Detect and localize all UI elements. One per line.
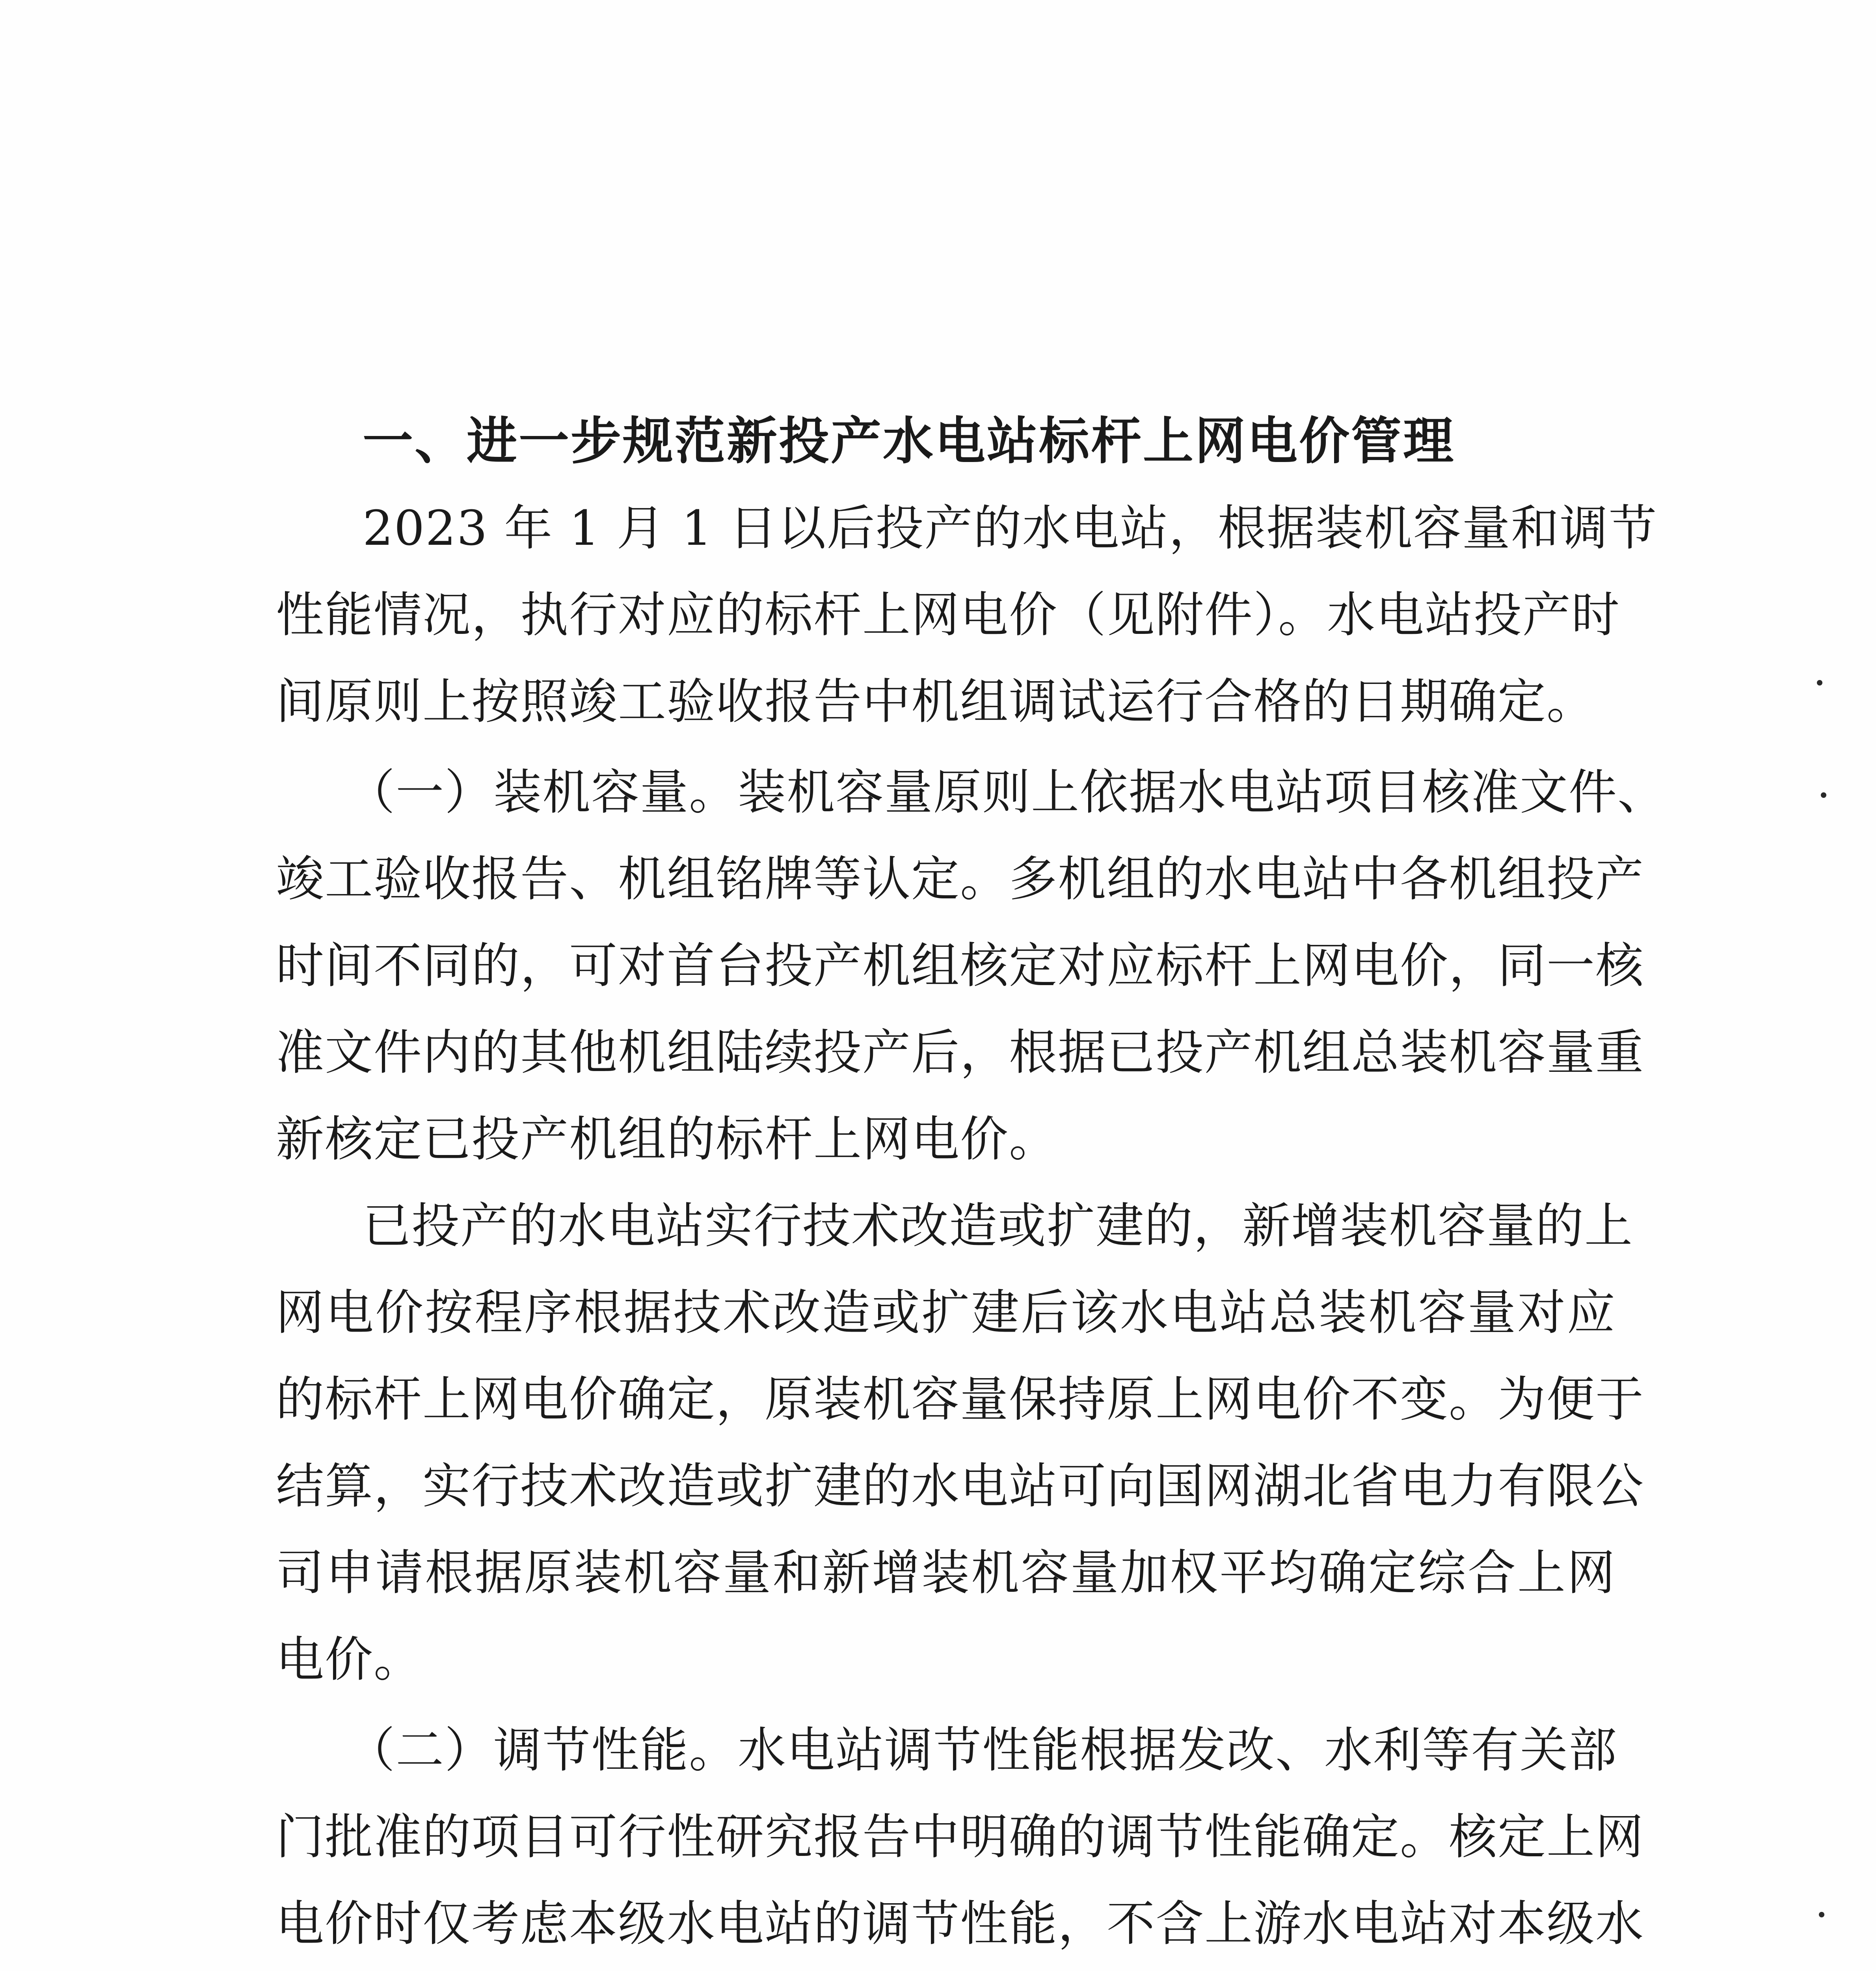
text-line: 间原则上按照竣工验收报告中机组调试运行合格的日期确定。: [276, 674, 1595, 730]
text-line: 的标杆上网电价确定，原装机容量保持原上网电价不变。为便于: [276, 1371, 1644, 1427]
text-line: 电价。: [276, 1632, 422, 1688]
text-line: 结算，实行技术改造或扩建的水电站可向国网湖北省电力有限公: [276, 1458, 1644, 1514]
text-line: 已投产的水电站实行技术改造或扩建的，新增装机容量的上: [363, 1198, 1633, 1254]
scan-speck: [1817, 680, 1822, 686]
text-line: 司申请根据原装机容量和新增装机容量加权平均确定综合上网: [276, 1545, 1616, 1601]
text-line: 时间不同的，可对首台投产机组核定对应标杆上网电价，同一核: [276, 938, 1644, 994]
text-line: 竣工验收报告、机组铭牌等认定。多机组的水电站中各机组投产: [276, 851, 1644, 907]
text-line: （二）调节性能。水电站调节性能根据发改、水利等有关部: [347, 1722, 1617, 1778]
text-line: 电价时仅考虑本级水电站的调节性能，不含上游水电站对本级水: [276, 1896, 1644, 1952]
text-line: 新核定已投产机组的标杆上网电价。: [276, 1111, 1058, 1167]
section-heading: 一、进一步规范新投产水电站标杆上网电价管理: [363, 412, 1455, 471]
text-line: （一）装机容量。装机容量原则上依据水电站项目核准文件、: [347, 764, 1666, 820]
scan-speck: [1819, 1912, 1824, 1917]
scan-speck: [1821, 792, 1826, 798]
text-line: 2023 年 1 月 1 日以后投产的水电站，根据装机容量和调节: [363, 500, 1658, 556]
text-line: 门批准的项目可行性研究报告中明确的调节性能确定。核定上网: [276, 1809, 1644, 1865]
text-line: 准文件内的其他机组陆续投产后，根据已投产机组总装机容量重: [276, 1025, 1644, 1081]
text-line: 网电价按程序根据技术改造或扩建后该水电站总装机容量对应: [276, 1285, 1616, 1341]
text-line: 性能情况，执行对应的标杆上网电价（见附件）。水电站投产时: [276, 587, 1620, 643]
